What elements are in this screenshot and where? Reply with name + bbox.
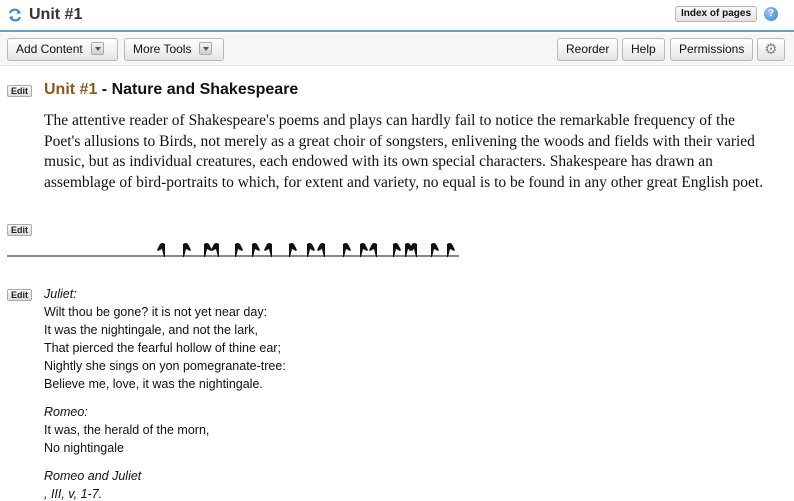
speaker-juliet: Juliet: — [44, 287, 77, 301]
bird-silhouette — [343, 243, 351, 257]
chevron-down-icon — [199, 42, 212, 55]
edit-poem-button[interactable]: Edit — [7, 289, 32, 301]
poem-line: It was, the herald of the morn, — [44, 423, 210, 437]
page-title: Unit #1 — [29, 6, 83, 23]
bird-silhouette — [307, 243, 315, 257]
add-content-label: Add Content — [16, 42, 83, 56]
poem-line: No nightingale — [44, 441, 124, 455]
bird-silhouette — [360, 243, 368, 257]
bird-silhouette — [264, 243, 272, 257]
edit-heading-button[interactable]: Edit — [7, 85, 32, 97]
bird-silhouette — [289, 243, 297, 257]
juliet-stanza — [44, 285, 286, 393]
edit-image-button[interactable]: Edit — [7, 224, 32, 236]
section-unit-label: Unit #1 — [44, 81, 98, 98]
poem-line: That pierced the fearful hollow of thine ear; — [44, 341, 281, 355]
bird-silhouette — [183, 243, 191, 257]
speaker-romeo: Romeo: — [44, 405, 88, 419]
sync-arrows-icon[interactable] — [8, 8, 22, 22]
more-tools-button[interactable] — [124, 38, 224, 61]
reorder-button[interactable]: Reorder — [557, 38, 618, 61]
section-title: - Nature and Shakespeare — [97, 81, 299, 98]
poem-line: Believe me, love, it was the nightingale. — [44, 377, 263, 391]
poem-line: Nightly she sings on yon pomegranate-tree: — [44, 359, 286, 373]
help-icon[interactable]: ? — [764, 7, 778, 21]
index-of-pages-button[interactable]: Index of pages — [675, 6, 757, 22]
bird-silhouette — [252, 243, 260, 257]
romeo-stanza — [44, 403, 286, 457]
source-citation — [44, 467, 286, 501]
bird-silhouette — [204, 243, 212, 257]
more-tools-label: More Tools — [133, 42, 192, 56]
chevron-down-icon — [91, 42, 104, 55]
page-header — [0, 0, 794, 32]
gear-icon[interactable]: ⚙ — [757, 38, 785, 61]
poem-line: It was the nightingale, and not the lark, — [44, 323, 259, 337]
poem-line: Wilt thou be gone? it is not yet near day: — [44, 305, 268, 319]
bird-silhouette — [235, 243, 243, 257]
bird-silhouette — [211, 243, 219, 257]
source-ref: , III, v, 1-7. — [44, 487, 103, 501]
add-content-button[interactable] — [7, 38, 118, 61]
source-title: Romeo and Juliet — [44, 469, 142, 483]
intro-paragraph: The attentive reader of Shakespeare's poems and plays can hardly fail to notice the remarkable frequency of the Poet's allusions to Birds, not merely as a great choir of songsters, enlivening the woods and fields with their varied music, but as individual creatures, each endowed with its own special characters. Shakespeare has drawn an assemblage of bird-portraits to which, for extent and variety, no equal is to be found in any other great English poet. — [44, 112, 764, 191]
help-button[interactable]: Help — [622, 38, 665, 61]
bird-silhouette — [157, 243, 165, 257]
bird-silhouette — [447, 243, 455, 257]
toolbar — [0, 34, 794, 66]
birds-on-wire-image — [7, 240, 459, 262]
poem-block — [44, 285, 286, 501]
bird-silhouette — [393, 243, 401, 257]
bird-silhouette — [317, 243, 325, 257]
bird-silhouette — [431, 243, 439, 257]
section-heading — [44, 81, 298, 99]
bird-silhouette — [369, 243, 377, 257]
permissions-button[interactable]: Permissions — [670, 38, 753, 61]
